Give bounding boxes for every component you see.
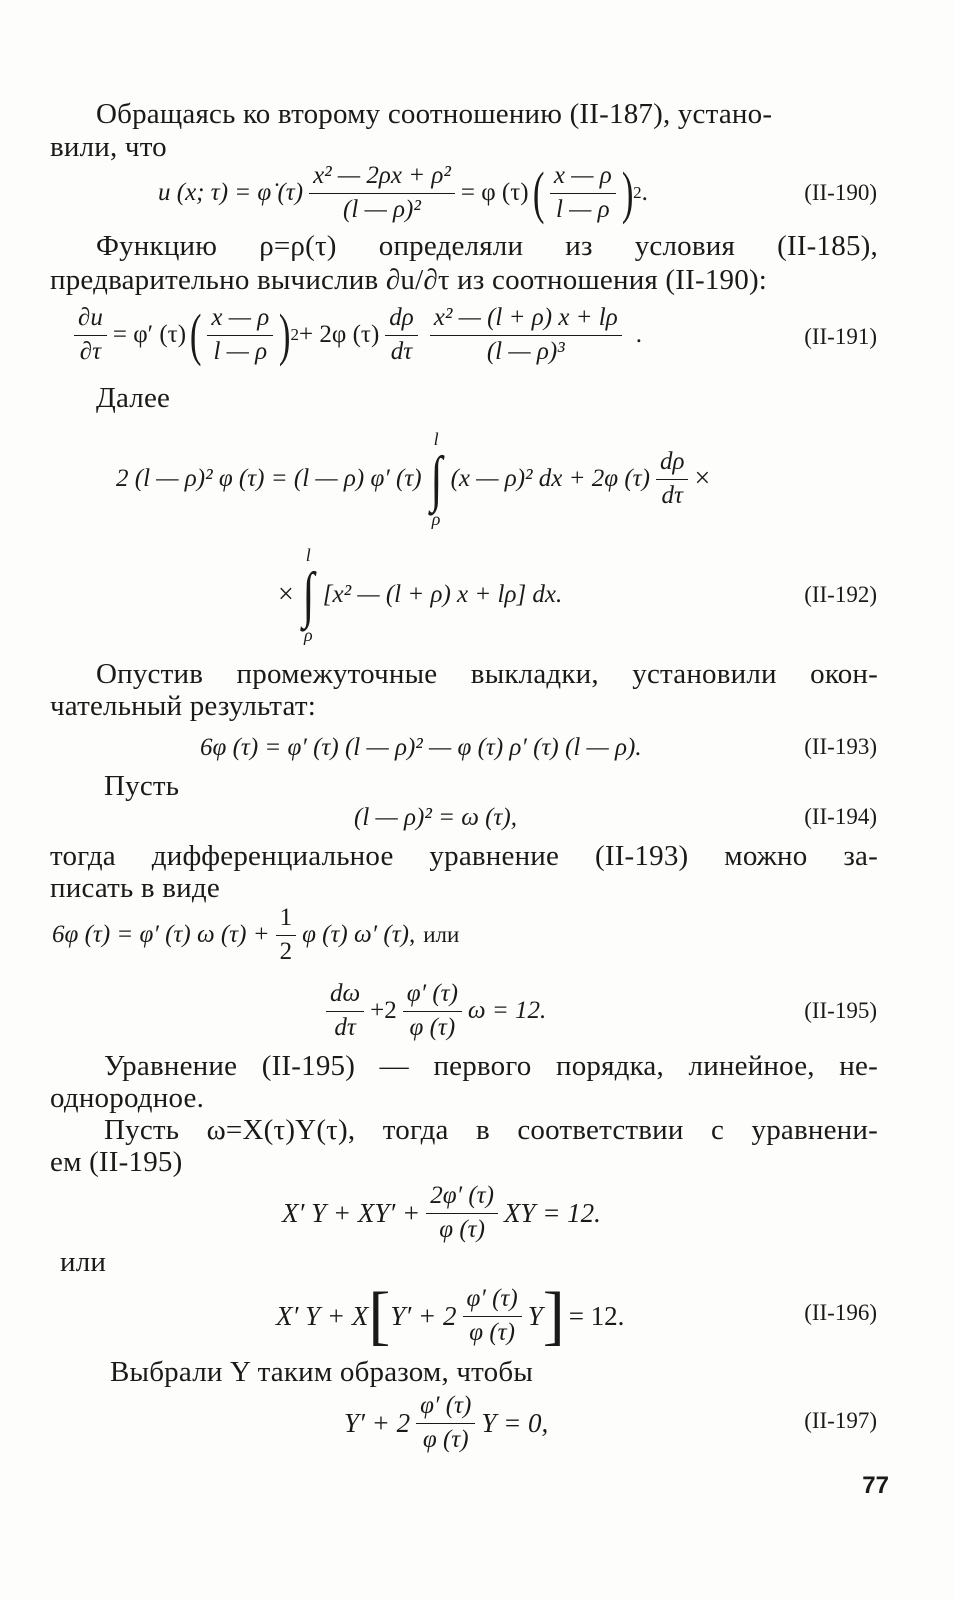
left-paren: (: [189, 302, 202, 367]
equation-number: (II-193): [804, 734, 877, 759]
right-bracket: ]: [542, 1279, 565, 1352]
integral-lower-limit: ρ: [431, 509, 441, 529]
equation-191: [68, 302, 642, 368]
word: соответствии: [517, 1114, 684, 1146]
integral-lower-limit: ρ: [303, 625, 313, 645]
word: с: [711, 1114, 725, 1146]
word: в: [476, 1114, 490, 1146]
eq-term: φ (τ) ω′ (τ),: [302, 921, 416, 948]
fraction-numerator: ∂u: [74, 304, 107, 336]
paragraph-line: вили, что: [50, 131, 167, 163]
eq-term: ω = 12.: [467, 997, 547, 1024]
word: первого: [433, 1050, 532, 1082]
eq-term: ×: [278, 579, 294, 610]
word: промежуточные: [236, 658, 438, 690]
equation-number: (II-197): [804, 1408, 877, 1433]
fraction-numerator: 2φ′ (τ): [426, 1182, 498, 1214]
eq-term: ×: [694, 463, 711, 494]
equation-xy: [282, 1180, 601, 1246]
paragraph-line: Обращаясь ко второму соотношению (II-187), устано-: [96, 98, 773, 130]
fraction: [309, 162, 455, 225]
word: Функцию: [96, 230, 218, 262]
word: (II-193): [594, 840, 689, 872]
equation-number: (II-192): [804, 582, 877, 607]
equation-number: (II-190): [804, 180, 877, 205]
eq-term: X′ Y + XY′ +: [282, 1197, 421, 1228]
fraction-denominator: (l — ρ)²: [343, 195, 421, 223]
left-bracket: [: [368, 1279, 391, 1352]
equation-193: [200, 728, 642, 768]
eq-term: +2: [370, 997, 397, 1024]
word: (II-185),: [777, 230, 878, 262]
word: тогда: [50, 840, 116, 872]
integral-upper-limit: l: [433, 429, 439, 449]
eq-term: 6φ (τ) = φ′ (τ) ω (τ) +: [52, 921, 270, 948]
fraction-numerator: x — ρ: [207, 304, 273, 336]
fraction-denominator: φ (τ): [422, 1425, 469, 1453]
page-number: 77: [862, 1472, 889, 1499]
word: из: [565, 230, 593, 262]
word: за-: [843, 840, 878, 872]
eq-term: = φ (τ): [460, 179, 529, 206]
fraction-denominator: 2: [279, 937, 293, 965]
eq-term: = 12.: [568, 1300, 625, 1331]
eq-term: (l — ρ)² = ω (τ),: [354, 804, 517, 831]
paragraph-line: Выбрали Y таким образом, чтобы: [110, 1356, 534, 1388]
integral-symbol: ∫: [302, 561, 315, 629]
eq-term: = φ′ (τ): [112, 321, 187, 348]
fraction-denominator: ∂τ: [79, 337, 102, 365]
exponent: 2: [633, 183, 642, 202]
paragraph-line: [96, 230, 878, 263]
eq-term: .: [641, 179, 648, 206]
equation-number: (II-196): [804, 1300, 877, 1325]
word: ρ=ρ(τ): [259, 230, 337, 262]
fraction: [326, 980, 364, 1043]
eq-term: Y′ + 2: [344, 1407, 411, 1438]
exponent: 2: [290, 325, 300, 344]
equation-196: [276, 1280, 624, 1352]
fraction-numerator: x — ρ: [550, 162, 616, 194]
integral-upper-limit: l: [305, 545, 311, 565]
paragraph-line: [104, 1114, 878, 1147]
fraction-numerator: φ′ (τ): [416, 1392, 475, 1424]
fraction-numerator: x² — (l + ρ) x + lρ: [430, 304, 622, 336]
fraction-denominator: dτ: [390, 337, 413, 365]
integral-sign: [300, 546, 317, 644]
right-paren: ): [621, 160, 634, 225]
word: уравнение: [429, 840, 560, 872]
equation-195: [320, 978, 546, 1044]
word: определяли: [378, 230, 524, 262]
equation-192-line2: [278, 540, 562, 650]
equation-190: [158, 162, 648, 224]
eq-term: XY = 12.: [503, 1197, 601, 1228]
word: дифференциальное: [151, 840, 394, 872]
fraction-numerator: 1: [276, 904, 297, 936]
word: порядка,: [555, 1050, 664, 1082]
equation-number: (II-191): [804, 324, 877, 349]
integral-symbol: ∫: [430, 445, 443, 513]
eq-term: или: [423, 922, 460, 947]
fraction-numerator: φ′ (τ): [463, 1285, 522, 1317]
word: окон-: [810, 658, 878, 690]
equation-192-line1: [116, 424, 710, 534]
eq-term: Y: [527, 1300, 543, 1331]
word: ω=X(τ)Y(τ),: [206, 1114, 356, 1146]
fraction: [550, 162, 616, 225]
paragraph-line: однородное.: [50, 1082, 205, 1114]
word: тогда: [382, 1114, 449, 1146]
fraction-denominator: dτ: [661, 481, 683, 509]
fraction: [426, 1182, 498, 1245]
fraction-denominator: φ (τ): [409, 1013, 456, 1041]
fraction: [416, 1392, 475, 1455]
paragraph-line: [50, 840, 878, 873]
word: линейное,: [688, 1050, 815, 1082]
eq-term: + 2φ (τ): [299, 321, 380, 348]
equation-197: [344, 1390, 548, 1456]
paragraph-line: Далее: [96, 382, 171, 414]
eq-term: u (x; τ) = φ̇ (τ): [158, 179, 304, 206]
eq-term: [x² — (l + ρ) x + lρ] dx.: [322, 581, 563, 608]
equation-number: (II-194): [804, 804, 877, 829]
word: уравнени-: [751, 1114, 878, 1146]
word: не-: [839, 1050, 878, 1082]
eq-term: 6φ (τ) = φ′ (τ) (l — ρ)² — φ (τ) ρ′ (τ) (l — ρ).: [200, 734, 642, 761]
paragraph-line: ем (II-195): [50, 1146, 183, 1178]
word: выкладки,: [470, 658, 599, 690]
word: —: [379, 1050, 409, 1082]
paragraph-line: Пусть: [104, 770, 180, 802]
fraction-denominator: (l — ρ)³: [486, 337, 565, 365]
fraction-denominator: l — ρ: [555, 195, 610, 223]
fraction-numerator: x² — 2ρx + ρ²: [309, 162, 455, 194]
paragraph-line: [104, 1050, 878, 1083]
paragraph-line: писать в виде: [50, 872, 220, 904]
fraction-numerator: dρ: [385, 304, 418, 336]
fraction: [463, 1285, 522, 1348]
word: (II-195): [261, 1050, 356, 1082]
fraction-numerator: φ′ (τ): [403, 980, 462, 1012]
word: установили: [632, 658, 777, 690]
word: Пусть: [104, 1114, 180, 1146]
paragraph-line: или: [60, 1246, 107, 1278]
equation-number: (II-195): [804, 998, 877, 1023]
integral-sign: [428, 430, 445, 528]
fraction: [656, 448, 689, 511]
fraction: [207, 304, 273, 367]
fraction: [403, 980, 462, 1043]
fraction-numerator: dω: [326, 980, 364, 1012]
word: условия: [634, 230, 736, 262]
equation-194: [354, 800, 517, 836]
paragraph-line: [96, 658, 878, 691]
fraction: [74, 304, 107, 367]
fraction-denominator: l — ρ: [213, 337, 268, 365]
eq-term: .: [635, 321, 642, 348]
fraction: [385, 304, 418, 367]
fraction: [430, 304, 622, 367]
eq-term: 2 (l — ρ)² φ (τ) = (l — ρ) φ′ (τ): [116, 465, 422, 492]
eq-term: X′ Y + X: [276, 1300, 369, 1331]
fraction-denominator: φ (τ): [439, 1215, 485, 1243]
eq-term: Y′ + 2: [390, 1300, 457, 1331]
word: Опустив: [96, 658, 204, 690]
word: Уравнение: [104, 1050, 238, 1082]
eq-term: (x — ρ)² dx + 2φ (τ): [450, 465, 650, 492]
fraction: [276, 904, 297, 967]
equation-195-pre: [52, 904, 459, 966]
paragraph-line: предварительно вычислив ∂u/∂τ из соотношения (II-190):: [50, 264, 768, 296]
left-paren: (: [532, 160, 545, 225]
paragraph-line: чательный результат:: [50, 690, 316, 722]
right-paren: ): [279, 302, 291, 367]
fraction-denominator: dτ: [334, 1013, 356, 1041]
eq-term: Y = 0,: [481, 1407, 549, 1438]
fraction-numerator: dρ: [656, 448, 689, 480]
fraction-denominator: φ (τ): [469, 1318, 515, 1346]
word: можно: [724, 840, 808, 872]
